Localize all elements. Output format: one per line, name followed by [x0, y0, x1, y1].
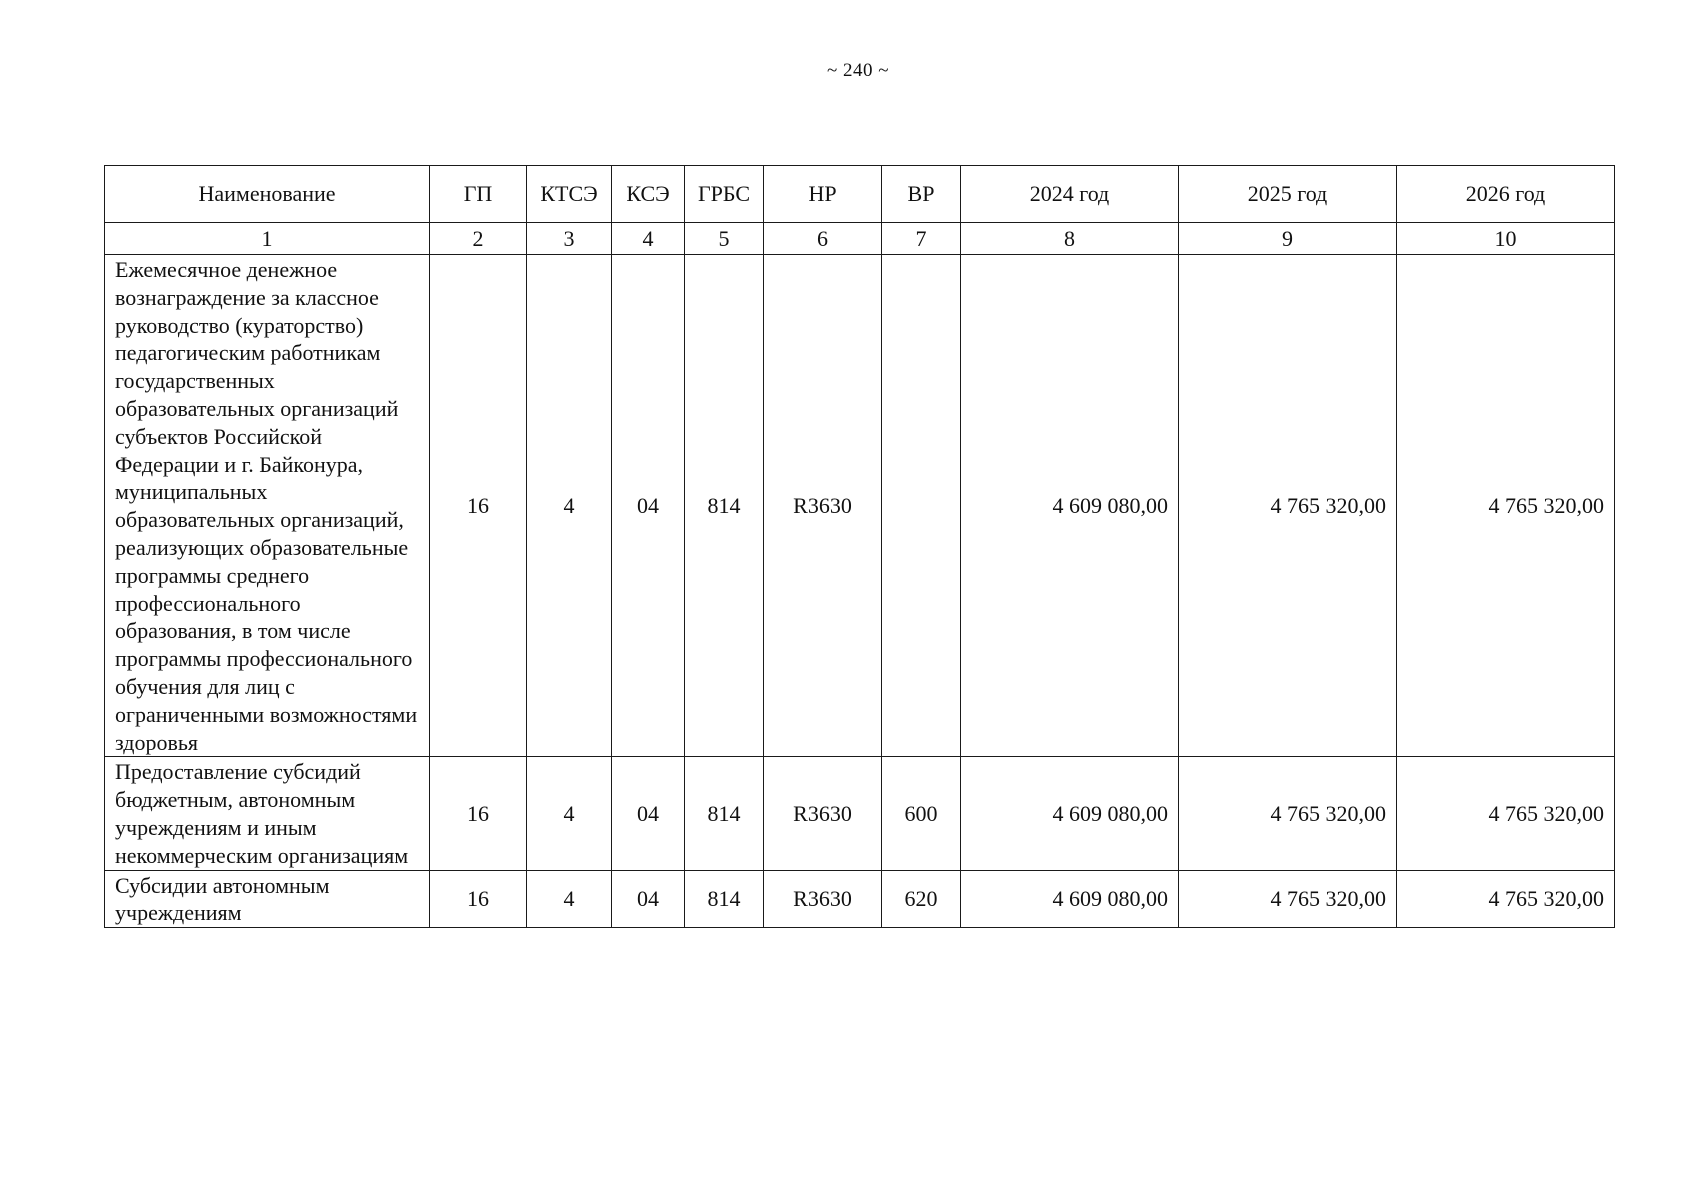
amount-2026-cell: 4 765 320,00 — [1397, 757, 1615, 870]
grbs-cell: 814 — [685, 757, 764, 870]
column-number: 1 — [105, 223, 430, 255]
column-number: 7 — [882, 223, 961, 255]
kse-cell: 04 — [612, 870, 685, 928]
amount-2024-cell: 4 609 080,00 — [961, 870, 1179, 928]
ktse-cell: 4 — [527, 255, 612, 757]
column-number: 9 — [1179, 223, 1397, 255]
column-number: 3 — [527, 223, 612, 255]
table-row — [105, 870, 1615, 928]
nr-cell: R3630 — [764, 757, 882, 870]
amount-2024-cell: 4 609 080,00 — [961, 255, 1179, 757]
column-header-nr: НР — [764, 166, 882, 223]
column-number: 5 — [685, 223, 764, 255]
amount-2026-cell: 4 765 320,00 — [1397, 870, 1615, 928]
column-header-2026: 2026 год — [1397, 166, 1615, 223]
amount-2025-cell: 4 765 320,00 — [1179, 757, 1397, 870]
page-number: ~ 240 ~ — [826, 60, 890, 81]
column-number: 4 — [612, 223, 685, 255]
column-header-2025: 2025 год — [1179, 166, 1397, 223]
ktse-cell: 4 — [527, 870, 612, 928]
vr-cell: 620 — [882, 870, 961, 928]
column-header-gp: ГП — [430, 166, 527, 223]
column-header-grbs: ГРБС — [685, 166, 764, 223]
column-header-kse: КСЭ — [612, 166, 685, 223]
column-number-row — [105, 223, 1615, 255]
column-number: 8 — [961, 223, 1179, 255]
column-number: 10 — [1397, 223, 1615, 255]
nr-cell: R3630 — [764, 255, 882, 757]
vr-cell — [882, 255, 961, 757]
header-row — [105, 166, 1615, 223]
column-header-name: Наименование — [105, 166, 430, 223]
table-row — [105, 255, 1615, 757]
kse-cell: 04 — [612, 757, 685, 870]
column-number: 6 — [764, 223, 882, 255]
column-header-2024: 2024 год — [961, 166, 1179, 223]
kse-cell: 04 — [612, 255, 685, 757]
gp-cell: 16 — [430, 757, 527, 870]
gp-cell: 16 — [430, 870, 527, 928]
amount-2024-cell: 4 609 080,00 — [961, 757, 1179, 870]
amount-2025-cell: 4 765 320,00 — [1179, 870, 1397, 928]
row-name-cell: Субсидии автономным учреждениям — [105, 870, 430, 928]
ktse-cell: 4 — [527, 757, 612, 870]
column-header-vr: ВР — [882, 166, 961, 223]
row-name-cell: Ежемесячное денежное вознаграждение за классное руководство (кураторство) педагогическим работникам государственных образовательных организаций субъектов Российской Федерации и г. Байконура, муниципальных образовательных организаций, реализующих образовательные программы среднего профессионального образования, в том числе программы профессионального обучения для лиц с ограниченными возможностями здоровья — [105, 255, 430, 757]
gp-cell: 16 — [430, 255, 527, 757]
grbs-cell: 814 — [685, 870, 764, 928]
budget-table — [104, 165, 1615, 928]
row-name-cell: Предоставление субсидий бюджетным, автономным учреждениям и иным некоммерческим организациям — [105, 757, 430, 870]
amount-2025-cell: 4 765 320,00 — [1179, 255, 1397, 757]
table-row — [105, 757, 1615, 870]
amount-2026-cell: 4 765 320,00 — [1397, 255, 1615, 757]
grbs-cell: 814 — [685, 255, 764, 757]
nr-cell: R3630 — [764, 870, 882, 928]
column-number: 2 — [430, 223, 527, 255]
vr-cell: 600 — [882, 757, 961, 870]
column-header-ktse: КТСЭ — [527, 166, 612, 223]
